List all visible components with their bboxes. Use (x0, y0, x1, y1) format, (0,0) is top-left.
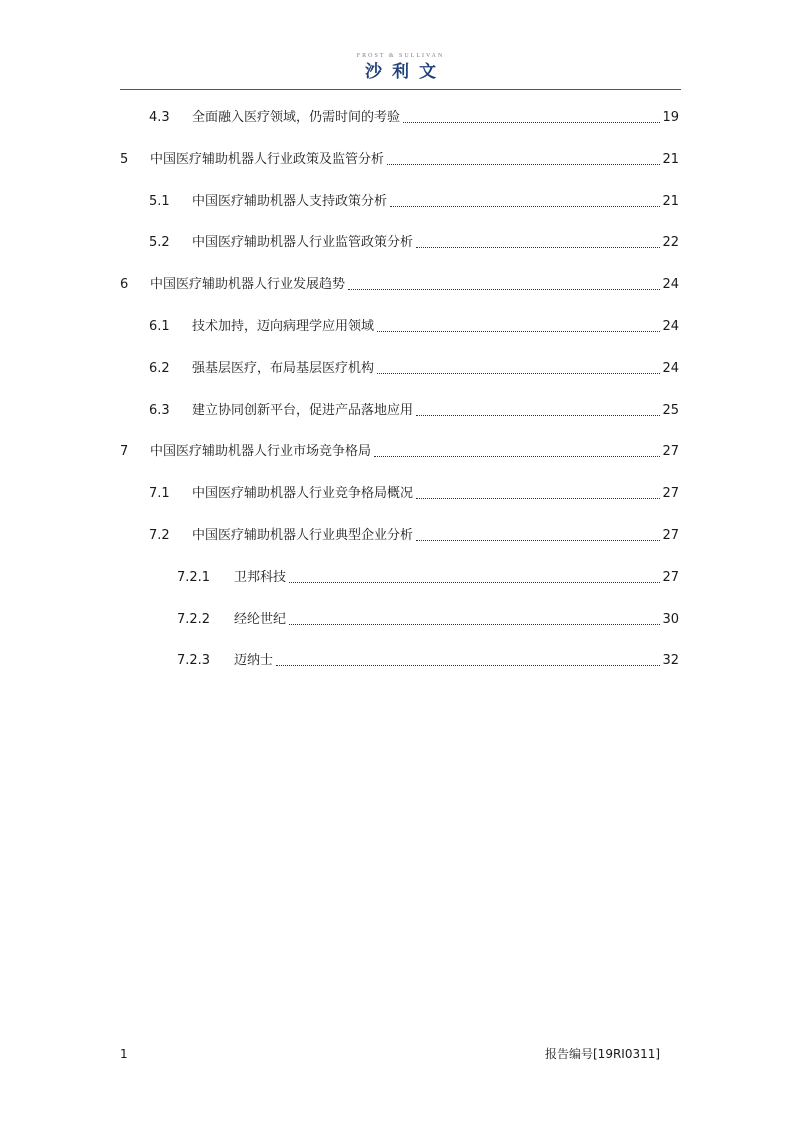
toc-entry-page: 21 (662, 194, 679, 209)
toc-dot-leader (377, 373, 660, 374)
toc-entry[interactable] (177, 568, 679, 588)
toc-entry-number: 6.3 (149, 403, 170, 418)
logo-chinese-text: 沙利文 (365, 62, 446, 82)
toc-entry-page: 24 (662, 361, 679, 376)
toc-entry-title: 建立协同创新平台，促进产品落地应用 (192, 403, 414, 418)
toc-entry-number: 7.1 (149, 486, 170, 501)
toc-entry-page: 21 (662, 152, 679, 167)
toc-entry[interactable] (149, 526, 679, 546)
toc-entry-number: 6.1 (149, 319, 170, 334)
toc-entry-page: 25 (662, 403, 679, 418)
toc-entry[interactable] (149, 108, 679, 128)
toc-entry-number: 5.1 (149, 194, 170, 209)
toc-entry-title: 中国医疗辅助机器人行业典型企业分析 (192, 528, 414, 543)
toc-entry[interactable] (149, 317, 679, 337)
toc-entry[interactable] (120, 275, 679, 295)
page-header (120, 52, 681, 90)
company-logo (120, 52, 681, 82)
toc-entry-number: 7 (120, 444, 129, 459)
toc-entry[interactable] (149, 484, 679, 504)
toc-entry-title: 中国医疗辅助机器人行业政策及监管分析 (150, 152, 385, 167)
toc-entry-page: 22 (662, 235, 679, 250)
toc-entry-page: 24 (662, 277, 679, 292)
toc-entry-number: 6 (120, 277, 129, 292)
toc-entry-page: 19 (662, 110, 679, 125)
toc-entry-number: 7.2.3 (177, 653, 211, 668)
toc-entry-title: 卫邦科技 (234, 570, 287, 585)
toc-dot-leader (387, 164, 660, 165)
logo-english-text: FROST & SULLIVAN (356, 53, 445, 59)
toc-dot-leader (276, 665, 660, 666)
toc-entry[interactable] (120, 150, 679, 170)
toc-entry[interactable] (149, 359, 679, 379)
toc-entry-title: 中国医疗辅助机器人行业监管政策分析 (192, 235, 414, 250)
toc-dot-leader (416, 540, 660, 541)
toc-entry-title: 经纶世纪 (234, 612, 287, 627)
toc-dot-leader (374, 456, 660, 457)
toc-entry-title: 强基层医疗，布局基层医疗机构 (192, 361, 375, 376)
toc-entry-page: 27 (662, 528, 679, 543)
toc-entry[interactable] (149, 233, 679, 253)
toc-entry-title: 中国医疗辅助机器人支持政策分析 (192, 194, 388, 209)
footer-page-number: 1 (120, 1047, 128, 1061)
toc-entry-page: 27 (662, 444, 679, 459)
toc-dot-leader (416, 498, 660, 499)
toc-entry[interactable] (149, 192, 679, 212)
toc-dot-leader (289, 582, 660, 583)
toc-entry-number: 7.2.1 (177, 570, 211, 585)
toc-entry-page: 32 (662, 653, 679, 668)
toc-dot-leader (348, 289, 660, 290)
toc-dot-leader (403, 122, 660, 123)
toc-entry-title: 中国医疗辅助机器人行业市场竞争格局 (150, 444, 372, 459)
toc-entry-page: 24 (662, 319, 679, 334)
toc-entry-title: 中国医疗辅助机器人行业竞争格局概况 (192, 486, 414, 501)
header-divider (120, 89, 681, 90)
toc-entry-page: 30 (662, 612, 679, 627)
toc-entry-title: 迈纳士 (234, 653, 274, 668)
toc-entry-number: 7.2.2 (177, 612, 211, 627)
toc-entry[interactable] (177, 610, 679, 630)
toc-dot-leader (390, 206, 660, 207)
toc-entry-number: 4.3 (149, 110, 170, 125)
toc-entry-number: 6.2 (149, 361, 170, 376)
toc-entry-title: 全面融入医疗领域，仍需时间的考验 (192, 110, 401, 125)
toc-dot-leader (416, 415, 660, 416)
toc-entry[interactable] (120, 442, 679, 462)
toc-entry-number: 7.2 (149, 528, 170, 543)
toc-entry-number: 5 (120, 152, 129, 167)
toc-entry[interactable] (149, 401, 679, 421)
toc-entry-title: 技术加持，迈向病理学应用领域 (192, 319, 375, 334)
footer-report-id: 报告编号[19RI0311] (545, 1047, 661, 1061)
toc-entry-number: 5.2 (149, 235, 170, 250)
toc-dot-leader (289, 624, 660, 625)
toc-dot-leader (377, 331, 660, 332)
toc-entry[interactable] (177, 651, 679, 671)
toc-entry-page: 27 (662, 570, 679, 585)
toc-entry-title: 中国医疗辅助机器人行业发展趋势 (150, 277, 346, 292)
toc-entry-page: 27 (662, 486, 679, 501)
toc-dot-leader (416, 247, 660, 248)
